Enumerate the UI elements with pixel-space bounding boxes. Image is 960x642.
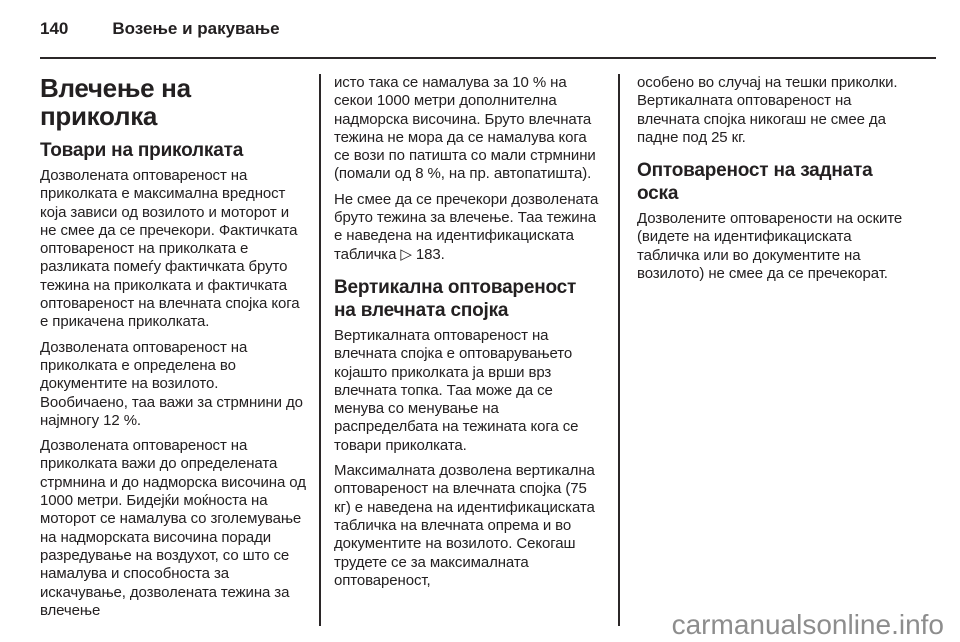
text-column-3	[637, 74, 907, 290]
paragraph: Дозволените оптоварености на оските (видете на идентификациската табличка или во документите на возилото) не смее да се пречекорат.	[637, 210, 903, 283]
page-header	[40, 19, 280, 39]
article-title: Влечење на приколка	[40, 73, 191, 131]
paragraph: Вертикалната оптовареност на влечната спојка е оптоварувањето којашто приколката ја врши врз влечната топка. Таа може да се менува со менување на распределбата на тежината кога се товари приколката.	[334, 326, 579, 454]
paragraph: Дозволената оптовареност на приколката важи до определената стрмнина и до надморска височина од 1000 метри. Бидејќи моќноста на моторот се намалува со зголемување на надморската височина поради разредување на воздухот, со што се намалува и способноста за искачување, дозволената тежина за влечење	[40, 437, 306, 619]
chapter-title: Возење и ракување	[112, 19, 280, 38]
text-column-2	[334, 74, 602, 597]
paragraph-continuation: исто така се намалува за 10 % на секои 1000 метри дополнителна надморска височина. Бруто влечната тежина не мора да се намалува кога се вози по патишта со мали стрмнини (помали од 8 %, на пр. автопатишта).	[334, 74, 596, 183]
paragraph: Максималната дозволена вертикална оптовареност на влечната спојка (75 кг) е наведена на идентификациската табличка на влечната опрема и во документите на возилото. Секогаш трудете се за максималната оптовареност,	[334, 462, 595, 589]
page-number: 140	[40, 19, 69, 38]
column-divider-2	[618, 74, 620, 626]
text-column-1	[40, 74, 309, 627]
section-heading-rear-axle-load: Оптовареност на задната оска	[637, 160, 873, 205]
header-rule	[40, 57, 936, 59]
paragraph: Не смее да се пречекори дозволената бруто тежина за влечење. Таа тежина е наведена на идентификациската табличка ▷ 183.	[334, 190, 599, 263]
paragraph: Дозволената оптовареност на приколката е максимална вредност која зависи од возилото и моторот и не смее да се пречекори. Фактичката оптовареност на приколката е разликата помеѓу фактичката бруто тежина на приколката и фактичката оптовареност на влечната спојка кога е прикачена приколката.	[40, 167, 300, 331]
paragraph: Дозволената оптовареност на приколката е определена во документите на возилото. Вообичаено, таа важи за стрмнини до најмногу 12 %.	[40, 338, 303, 429]
section-heading-trailer-loads: Товари на приколката	[40, 140, 244, 161]
section-heading-coupling-load: Вертикална оптовареност на влечната спојка	[334, 276, 577, 321]
column-divider-1	[319, 74, 321, 626]
paragraph-continuation: особено во случај на тешки приколки. Вертикалната оптовареност на влечната спојка никогаш не смее да падне под 25 кг.	[637, 74, 898, 146]
watermark: carmanualsonline.info	[671, 609, 944, 640]
